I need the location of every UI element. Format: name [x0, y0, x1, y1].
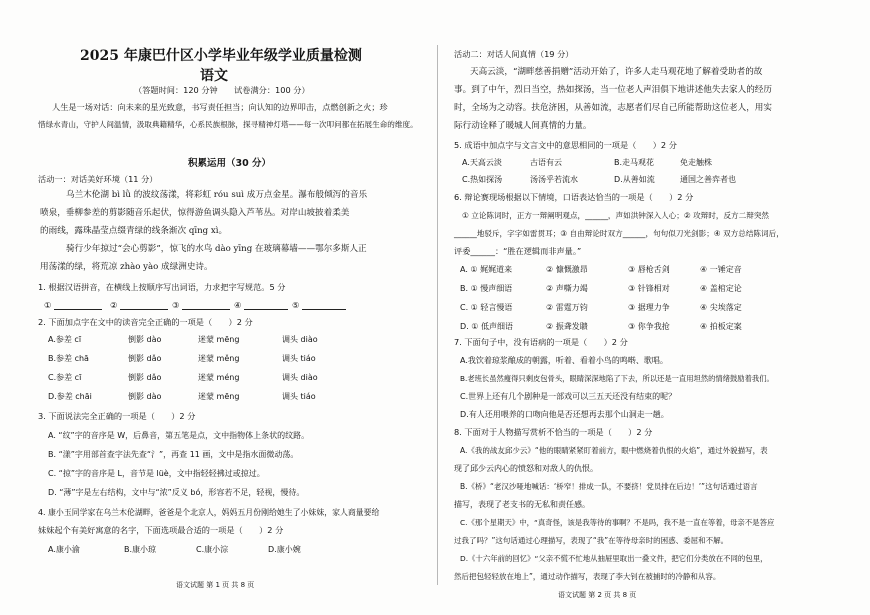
q6-context-line-1: ① 立论陈词时，正方一辩阐明观点，______，声如洪钟深入人心；② 攻辩时，反方二辩突然 [462, 211, 770, 220]
passage-1-line-2: 喷泉，垂柳参差的剪影随音乐起伏，惊得游鱼调头隐入芦苇丛。对岸山坡披着柔美 [40, 208, 350, 218]
q7-option-c[interactable]: C.世界上还有几个剧种是一部戏可以三五天还没有结束的呢？ [460, 392, 677, 401]
passage-2-line-2: 事。到了中午，烈日当空，热如探汤，当一位老人声泪俱下地讲述他失去家人的经历 [454, 85, 772, 95]
intro-line-2: 惜绿水青山，守护人间温情，汲取典籍精华，心系民族根脉，探寻精神灯塔——每一次叩问都在拓展生命的维度。 [38, 120, 418, 129]
q6-option-c-4: ④ 尖埃落定 [700, 303, 742, 312]
question-7: 7. 下面句子中，没有语病的一项是（ ）2 分 [454, 337, 628, 347]
q2-option-a-2: 倒影 dào [128, 335, 162, 344]
q2-option-d-4: 调头 tiáo [282, 392, 316, 401]
passage-1-line-4: 骑行少年掠过“会心剪影”，惊飞的水鸟 dào yīng 在玻璃幕墙——鄂尔多斯人正 [66, 244, 367, 254]
q5-option-b-2: 免走触株 [680, 158, 712, 167]
q6-option-d-2: ② 振聋发聩 [546, 322, 588, 331]
passage-1-line-5: 用荡漾的绿，将荒凉 zhào yào 成绿洲史诗。 [40, 262, 213, 272]
answer-blank-5[interactable] [302, 309, 346, 310]
q6-option-a-4: ④ 一锤定音 [700, 265, 742, 274]
q2-option-a-3: 迷蒙 mēng [198, 335, 240, 344]
passage-2-line-1: 天高云淡，“湖畔慈善捐赠”活动开始了，许多人走马观花地了解着受助者的故 [470, 67, 763, 77]
question-2: 2. 下面加点字在文中的读音完全正确的一项是（ ）2 分 [38, 317, 253, 327]
q6-option-c-1[interactable]: C. ① 轻言慢语 [460, 303, 513, 312]
page-footer-left: 语文试题 第 1 页 共 8 页 [176, 581, 255, 589]
q6-option-d-4: ④ 拍板定案 [700, 322, 742, 331]
answer-blank-2[interactable] [120, 309, 168, 310]
q7-option-a[interactable]: A.我饮着琼浆酿成的朝露，听着、看着小鸟的鸣啭、歌唱。 [460, 356, 668, 365]
passage-1-line-1: 乌兰木伦湖 bì lǜ 的波纹荡漾，将彩虹 róu suì 成万点金星。瀑布般倾泻的音乐 [66, 190, 368, 200]
q6-option-a-3: ③ 唇枪舌剑 [628, 265, 670, 274]
blank-label-4: ④ [234, 300, 242, 310]
question-5: 5. 成语中加点字与文言文中的意思相同的一项是（ ）2 分 [454, 140, 677, 150]
blank-label-1: ① [44, 300, 52, 310]
page-footer-right: 语文试题 第 2 页 共 8 页 [558, 591, 637, 599]
q6-option-c-3: ③ 据理力争 [628, 303, 670, 312]
q2-option-c-3: 迷蒙 méng [198, 373, 240, 382]
q5-option-d-2: 通国之善弈者也 [680, 175, 736, 184]
q8-option-c-line-1[interactable]: C.《那个星期天》中，“真奇怪，该是我等待的事啊？不是吗，我不是一直在等着，母亲不是答应 [460, 518, 775, 527]
exam-info: （答题时间：120 分钟 试卷满分：100 分） [134, 85, 310, 95]
q6-option-b-3: ③ 针锋相对 [628, 284, 670, 293]
q2-option-c-1[interactable]: C.参差 cī [48, 373, 82, 382]
q3-option-c[interactable]: C. “掠”字的音序是 L，音节是 lüè，文中指轻轻拂过或掠过。 [48, 469, 265, 478]
q6-option-c-2: ② 雷霆万钧 [546, 303, 588, 312]
q2-option-a-4: 调头 diào [282, 335, 318, 344]
q6-option-b-1[interactable]: B. ① 慢声细语 [460, 284, 513, 293]
q2-option-b-2: 倒影 dǎo [128, 354, 162, 363]
q2-option-c-2: 倒影 dǎo [128, 373, 162, 382]
passage-2-line-4: 际行动诠释了暖城人间真情的力量。 [454, 121, 592, 131]
q6-option-b-4: ④ 盖棺定论 [700, 284, 742, 293]
blank-label-5: ⑤ [292, 300, 300, 310]
q6-context-line-3: 评委______：“胜在逻辑而非声量。” [454, 246, 582, 256]
q7-option-b[interactable]: B.老班长虽然瘦得只剩皮包骨头，眼睛深深地陷了下去，所以还是一直用坦然的情绪鼓励着我们。 [460, 374, 774, 383]
q8-option-a-line-1[interactable]: A.《我的战友邱少云》“他的眼睛紧紧盯着前方，眼中燃烧着仇恨的火焰”，通过外貌描写，表 [460, 446, 768, 455]
q5-option-d-1[interactable]: D.从善如流 [614, 175, 655, 184]
q2-option-c-4: 调头 diào [282, 373, 318, 382]
q2-option-d-2: 倒影 dào [128, 392, 162, 401]
question-6: 6. 辩论赛现场根据以下情境，口语表达恰当的一项是（ ）2 分 [454, 192, 694, 202]
q4-option-a[interactable]: A.康小渝 [48, 545, 80, 554]
q3-option-a[interactable]: A. “纹”字的音序是 W，后鼻音，第五笔是点，文中指物体上条状的纹路。 [48, 431, 310, 440]
q2-option-b-3: 迷蒙 měng [198, 354, 240, 363]
q4-option-b[interactable]: B.康小琼 [124, 545, 157, 554]
q5-option-c-2: 汤汤乎若流水 [530, 175, 578, 184]
q7-option-d[interactable]: D.有人还用喂养的口吻向他是否还想再去那个山洞走一趟。 [460, 410, 669, 419]
passage-1-line-3: 的雨线，露珠晶莹点缀青绿的线条渐次 qīng xì。 [40, 226, 228, 236]
q8-option-c-line-2: 过我了吗？”这句话通过心理描写，表现了“我”在等待母亲时的困惑、委屈和不解。 [454, 536, 729, 545]
q8-option-d-line-1[interactable]: D.《十六年前的回忆》“父亲不慌不忙地从抽屉里取出一叠文件，把它们分类放在不同的包里， [460, 554, 768, 563]
q2-option-a-1[interactable]: A.参差 cī [48, 335, 82, 344]
answer-blank-3[interactable] [182, 309, 230, 310]
q5-option-b-1[interactable]: B.走马观花 [614, 158, 655, 167]
q2-option-b-1[interactable]: B.参差 chā [48, 354, 89, 363]
q2-option-b-4: 调头 tiáo [282, 354, 316, 363]
q8-option-b-line-2: 描写，表现了老支书的无私和责任感。 [454, 500, 590, 509]
blank-label-3: ③ [172, 300, 180, 310]
q6-option-b-2: ② 声嘶力竭 [546, 284, 588, 293]
answer-blank-4[interactable] [244, 309, 288, 310]
passage-2-line-3: 时，全场为之动容。扶危济困，从善如流，志愿者们尽自己所能帮助这位老人，用实 [454, 103, 772, 113]
section-heading: 积累运用（30 分） [188, 158, 272, 169]
q5-option-a-2: 古语有云 [530, 158, 562, 167]
q6-option-a-1[interactable]: A. ① 娓娓道来 [460, 265, 513, 274]
q8-option-a-line-2: 现了邱少云内心的愤怒和对敌人的仇恨。 [454, 464, 598, 473]
q8-option-d-line-2: 然后把包轻轻放在地上”，通过动作描写，表现了李大钊在被捕时的冷静和从容。 [454, 572, 721, 581]
q6-option-d-1[interactable]: D. ① 低声细语 [460, 322, 513, 331]
q4-option-c[interactable]: C.康小淙 [196, 545, 229, 554]
question-4-line-2: 妹妹起个有美好寓意的名字，下面选项最合适的一项是（ ）2 分 [38, 525, 284, 535]
question-3: 3. 下面说法完全正确的一项是（ ）2 分 [38, 411, 196, 421]
q2-option-d-1[interactable]: D.参差 chāi [48, 392, 92, 401]
q2-option-d-3: 迷蒙 mēng [198, 392, 240, 401]
question-1: 1. 根据汉语拼音，在横线上按顺序写出词语，力求把字写规范。5 分 [38, 282, 286, 292]
intro-line-1: 人生是一场对话：向未来的星光致意，书写责任担当；向认知的边界叩击，点燃创新之火；珍 [52, 102, 388, 112]
q6-option-a-2: ② 慷慨激昂 [546, 265, 588, 274]
question-4-line-1: 4. 康小玉同学家在乌兰木伦湖畔，爸爸是个北京人，妈妈五月份刚给她生了小妹妹，家人商量要给 [38, 508, 380, 517]
q5-option-c-1[interactable]: C.热如探汤 [462, 175, 503, 184]
q3-option-d[interactable]: D. “薄”字是左右结构，文中与“浓”反义 bó，形容若不足，轻视，慢待。 [48, 488, 305, 497]
column-divider [437, 45, 438, 585]
q6-option-d-3: ③ 你争我抢 [628, 322, 670, 331]
activity-2-title: 活动二：对话人间真情（19 分） [454, 49, 574, 59]
subject-title: 语文 [200, 68, 228, 84]
q6-context-line-2: ______地驳斥，字字如雷贯耳；③ 自由辩论时双方______，句句似刀光剑影；④ 双方总结陈词后， [454, 229, 784, 238]
activity-1-title: 活动一：对话美好环境（11 分） [38, 174, 158, 184]
right-column [440, 0, 870, 615]
paper-title: 2025 年康巴什区小学毕业年级学业质量检测 [80, 48, 362, 64]
q5-option-a-1[interactable]: A.天高云淡 [462, 158, 502, 167]
answer-blank-1[interactable] [54, 309, 102, 310]
q4-option-d[interactable]: D.康小婉 [268, 545, 301, 554]
q3-option-b[interactable]: B. “漾”字用部首查字法先查“氵”，再查 11 画，文中是指水面微动荡。 [48, 450, 299, 459]
q8-option-b-line-1[interactable]: B.《桥》“老汉沙哑地喊话：‘桥窄！排成一队，不要挤！党员排在后边！’”这句话通过语言 [460, 482, 758, 491]
question-8: 8. 下面对于人物描写赏析不恰当的一项是（ ）2 分 [454, 427, 653, 437]
blank-label-2: ② [110, 300, 118, 310]
